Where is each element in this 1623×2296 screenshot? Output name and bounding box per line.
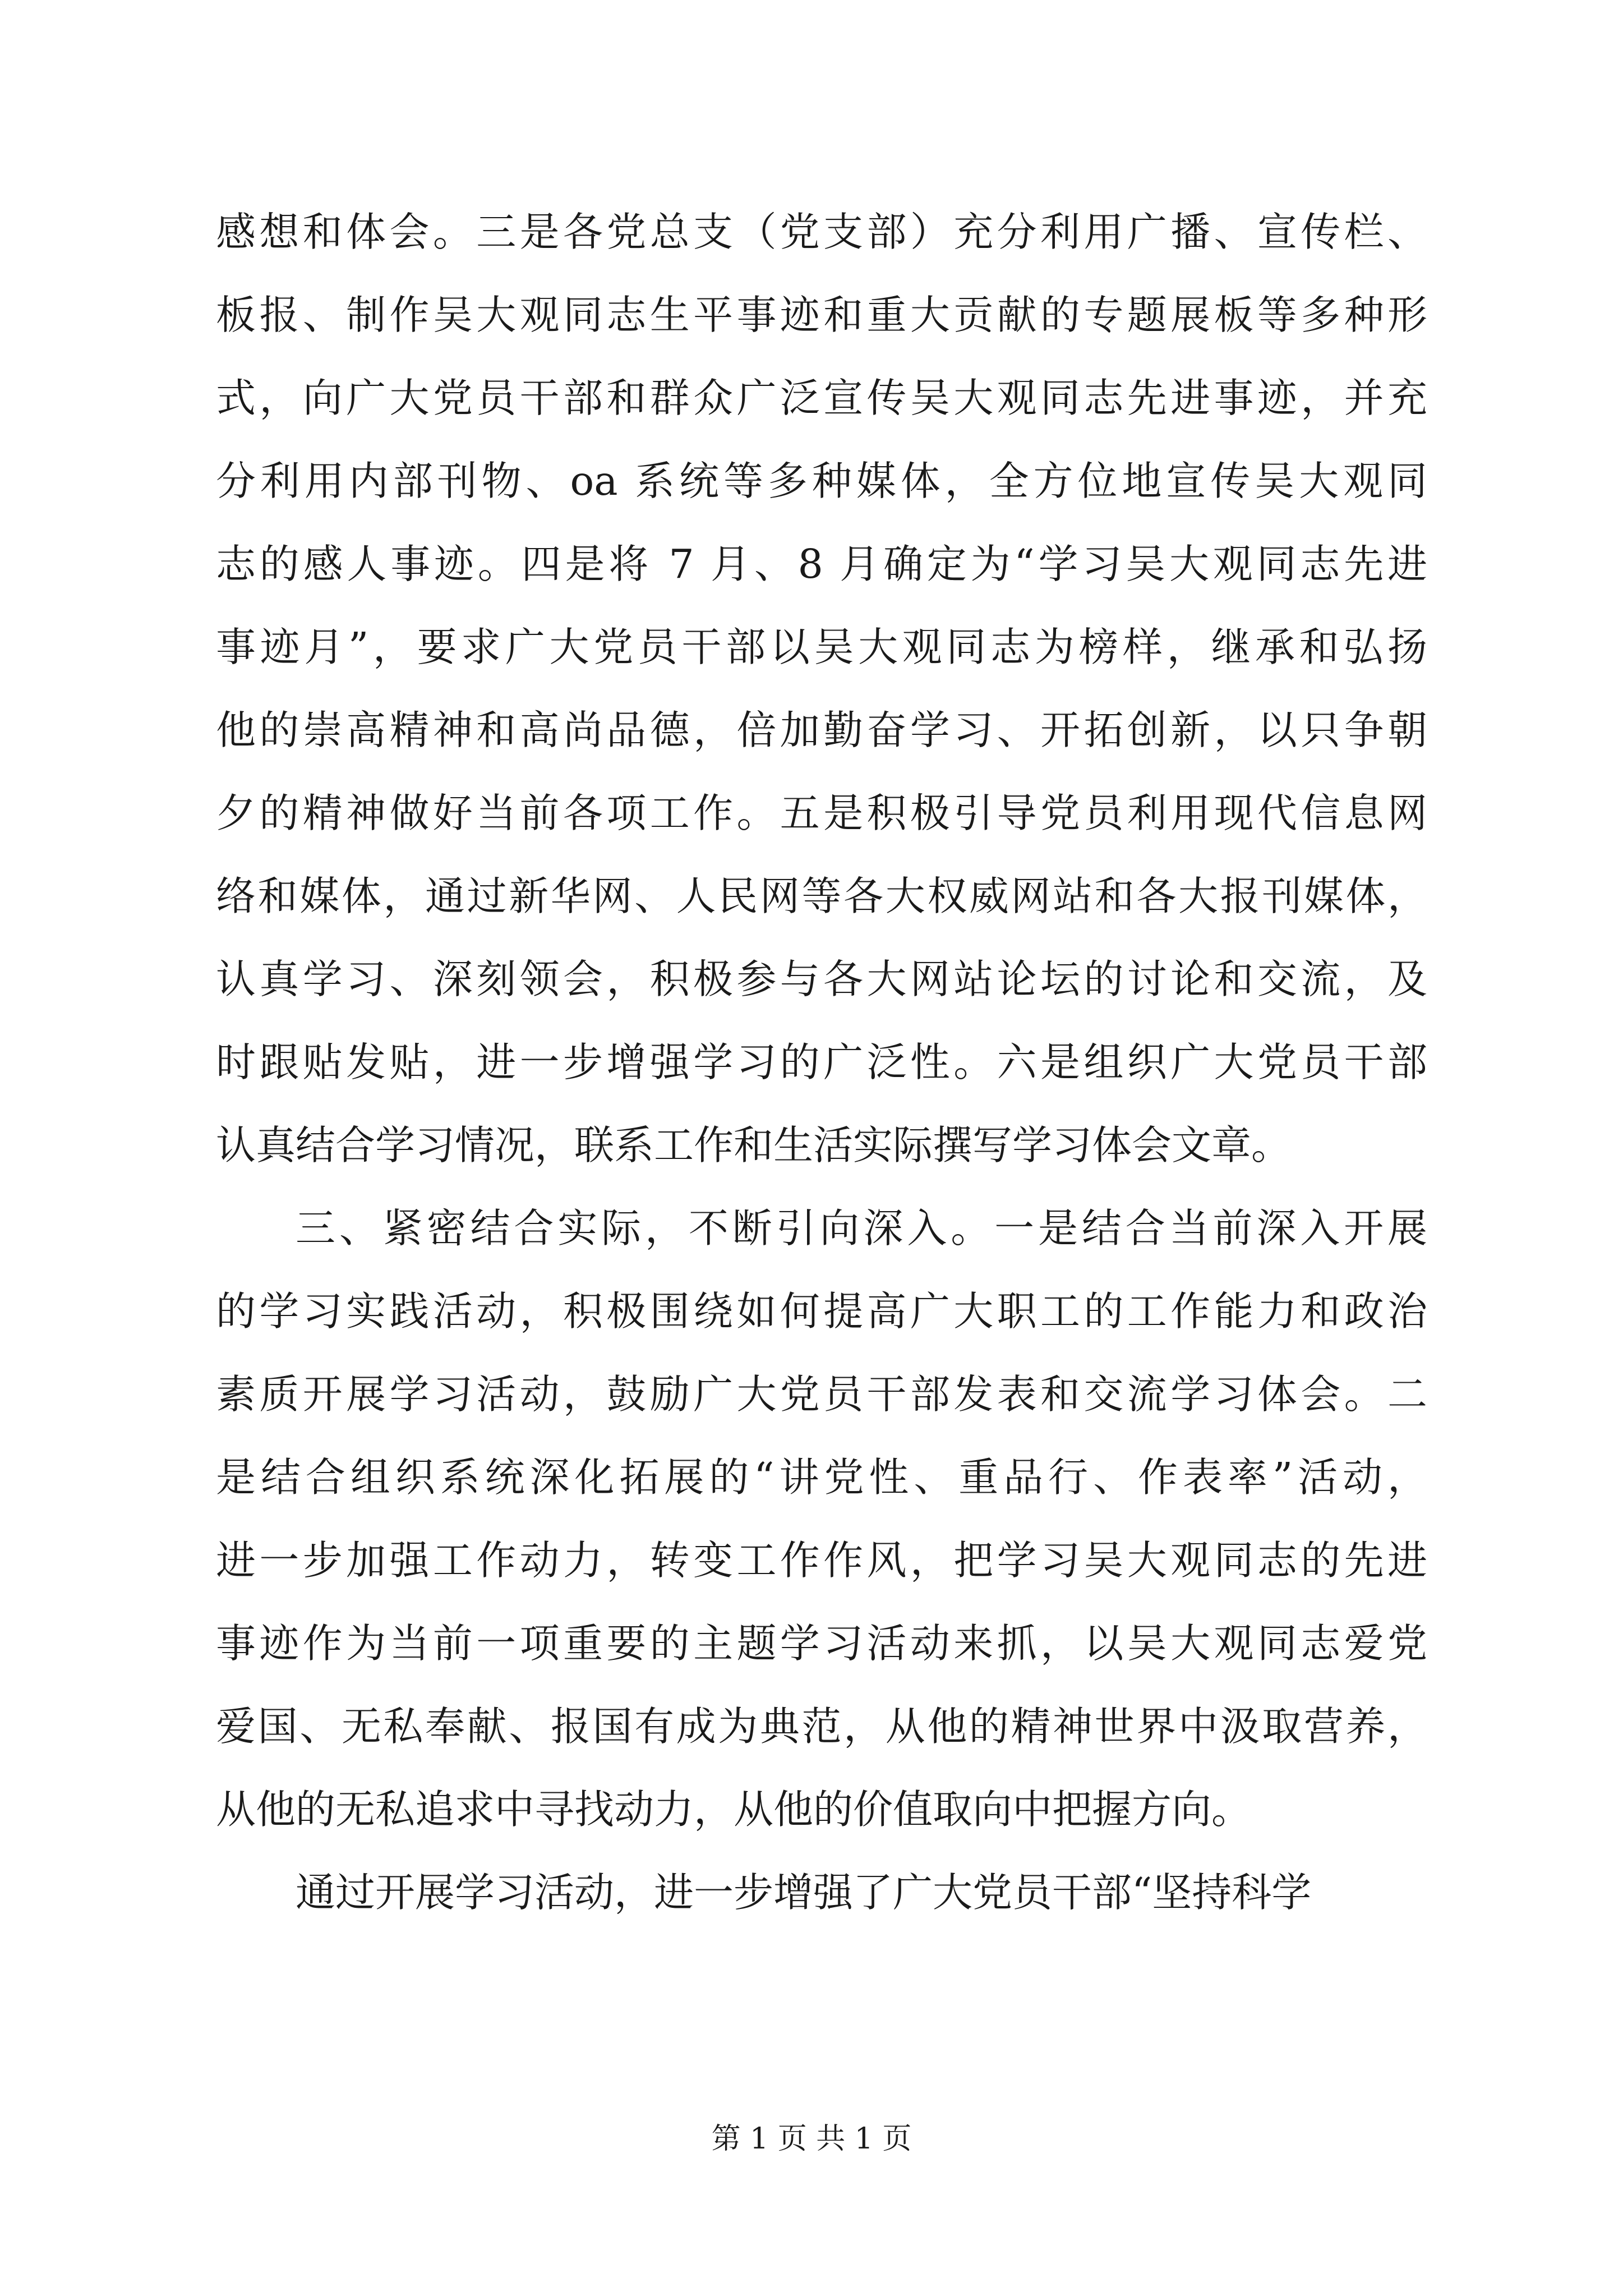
text-line: 三、紧密结合实际，不断引向深入。一是结合当前深入开展 [296,1205,1427,1251]
text-line: 事迹月”，要求广大党员干部以吴大观同志为榜样，继承和弘扬 [216,624,1427,670]
text-line: 式，向广大党员干部和群众广泛宣传吴大观同志先进事迹，并充 [216,375,1427,421]
text-line: 志的感人事迹。四是将 7 月、8 月确定为“学习吴大观同志先进 [216,541,1427,587]
text-line: 认真学习、深刻领会，积极参与各大网站论坛的讨论和交流，及 [216,956,1427,1002]
body-text [216,191,1427,1934]
text-line: 事迹作为当前一项重要的主题学习活动来抓，以吴大观同志爱党 [216,1620,1427,1667]
text-line: 分利用内部刊物、oa 系统等多种媒体，全方位地宣传吴大观同 [216,458,1427,504]
page-footer: 第 1 页 共 1 页 [711,2122,912,2156]
text-line: 进一步加强工作动力，转变工作作风，把学习吴大观同志的先进 [216,1537,1427,1584]
text-line: 板报、制作吴大观同志生平事迹和重大贡献的专题展板等多种形 [216,292,1427,338]
text-line: 夕的精神做好当前各项工作。五是积极引导党员利用现代信息网 [216,790,1427,836]
text-line: 络和媒体，通过新华网、人民网等各大权威网站和各大报刊媒体， [216,873,1427,919]
text-line: 认真结合学习情况，联系工作和生活实际撰写学习体会文章。 [216,1122,1292,1168]
text-line: 他的崇高精神和高尚品德，倍加勤奋学习、开拓创新，以只争朝 [216,707,1427,753]
text-line: 通过开展学习活动，进一步增强了广大党员干部“坚持科学 [296,1869,1312,1916]
text-line: 感想和体会。三是各党总支（党支部）充分利用广播、宣传栏、 [216,209,1427,255]
text-line: 的学习实践活动，积极围绕如何提高广大职工的工作能力和政治 [216,1288,1427,1335]
text-line: 爱国、无私奉献、报国有成为典范，从他的精神世界中汲取营养， [216,1703,1427,1750]
text-line: 从他的无私追求中寻找动力，从他的价值取向中把握方向。 [216,1786,1252,1833]
text-line: 是结合组织系统深化拓展的“讲党性、重品行、作表率”活动， [216,1454,1427,1501]
text-line: 素质开展学习活动，鼓励广大党员干部发表和交流学习体会。二 [216,1371,1427,1418]
text-line: 时跟贴发贴，进一步增强学习的广泛性。六是组织广大党员干部 [216,1039,1427,1085]
